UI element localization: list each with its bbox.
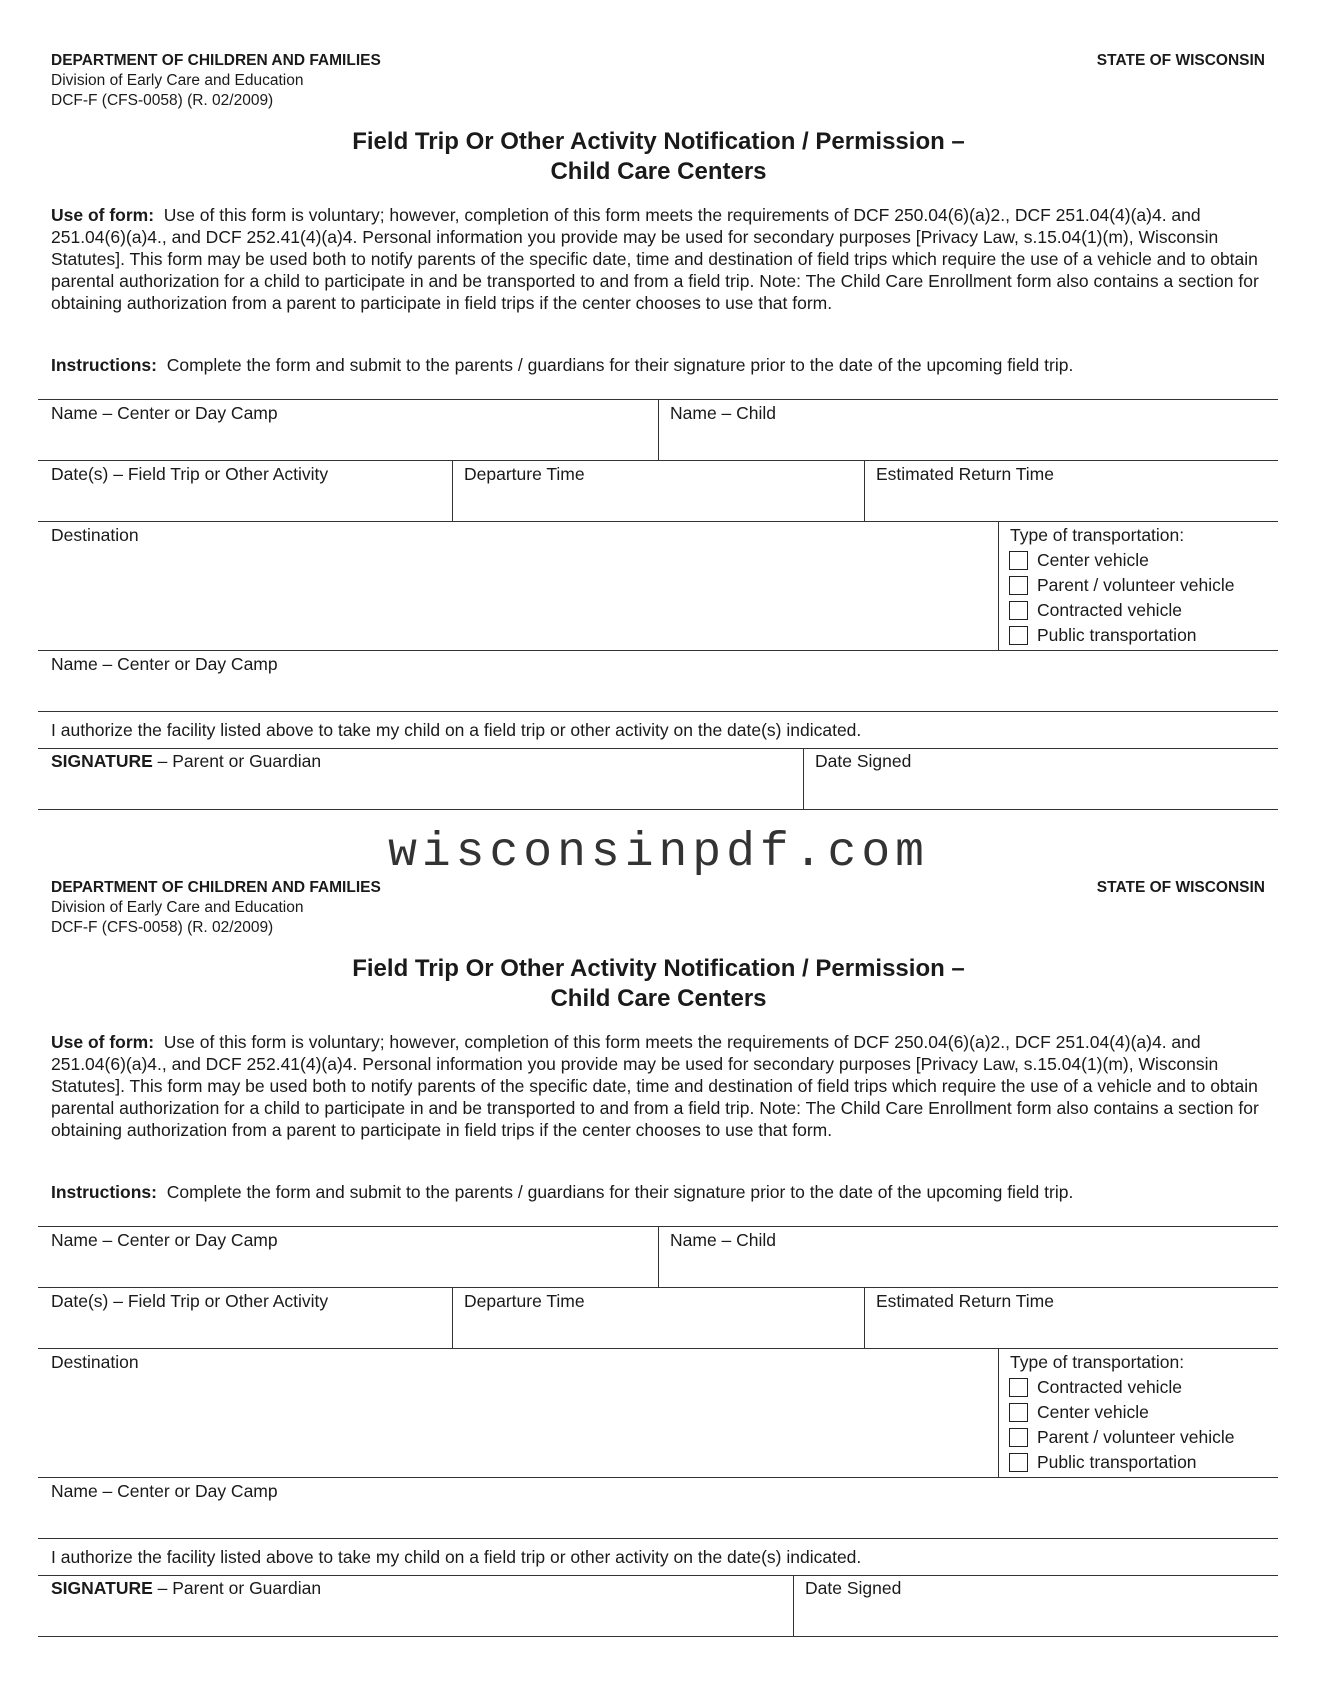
rule	[38, 1575, 1278, 1576]
form-title	[0, 954, 1317, 1014]
form-number: DCF-F (CFS-0058) (R. 02/2009)	[51, 92, 274, 109]
rule	[38, 809, 1278, 810]
return-time-field[interactable]: Estimated Return Time	[876, 464, 1054, 484]
use-of-form-label: Use of form:	[51, 1032, 155, 1052]
date-signed-field[interactable]: Date Signed	[815, 751, 912, 771]
rule	[38, 748, 1278, 749]
dates-field[interactable]: Date(s) – Field Trip or Other Activity	[51, 1291, 329, 1311]
departure-time-field[interactable]: Departure Time	[464, 1291, 585, 1311]
transport-option-label: Public transportation	[1037, 624, 1197, 645]
rule	[38, 1348, 1278, 1349]
divider	[793, 1575, 794, 1636]
signature-rest: – Parent or Guardian	[152, 1578, 322, 1598]
state-name: STATE OF WISCONSIN	[1096, 52, 1265, 69]
transport-option[interactable]	[1009, 549, 1149, 571]
divider	[998, 521, 999, 650]
center-name-field[interactable]: Name – Center or Day Camp	[51, 1230, 278, 1250]
center-name-field[interactable]: Name – Center or Day Camp	[51, 403, 278, 423]
use-of-form-text: Use of this form is voluntary; however, completion of this form meets the requirements of DCF 250.04(6)(a)2., DCF 251.04(4)(a)4. and 251.04(6)(a)4., and DCF 252.41(4)(a)4. Personal information you provide may be used for secondary purposes [Privacy Law, s.15.04(1)(m), Wisconsin Statutes]. This form may be used both to notify parents of the specific date, time and destination of field trips which require the use of a vehicle and to obtain parental authorization for a child to participate in and be transported to and from a field trip. Note: The Child Care Enrollment form also contains a section for obtaining authorization from a parent to participate in field trips if the center chooses to use that form.	[51, 205, 1259, 313]
checkbox[interactable]	[1009, 1378, 1028, 1397]
checkbox[interactable]	[1009, 1428, 1028, 1447]
divider	[864, 460, 865, 521]
signature-rest: – Parent or Guardian	[152, 751, 322, 771]
rule	[38, 521, 1278, 522]
destination-field[interactable]: Destination	[51, 525, 139, 545]
signature-bold: SIGNATURE	[51, 1578, 153, 1598]
center-name-field-2[interactable]: Name – Center or Day Camp	[51, 654, 278, 674]
rule	[38, 650, 1278, 651]
form-number: DCF-F (CFS-0058) (R. 02/2009)	[51, 919, 274, 936]
transport-label: Type of transportation:	[1010, 525, 1185, 545]
rule	[38, 711, 1278, 712]
child-name-field[interactable]: Name – Child	[670, 1230, 777, 1250]
use-of-form-paragraph	[51, 1031, 1266, 1141]
transport-label: Type of transportation:	[1010, 1352, 1185, 1372]
transport-option-label: Contracted vehicle	[1037, 1376, 1182, 1397]
transport-option-label: Public transportation	[1037, 1451, 1197, 1472]
checkbox[interactable]	[1009, 1453, 1028, 1472]
title-line-1: Field Trip Or Other Activity Notification / Permission –	[352, 955, 965, 982]
divider	[998, 1348, 999, 1477]
header-left	[51, 51, 381, 111]
dates-field[interactable]: Date(s) – Field Trip or Other Activity	[51, 464, 329, 484]
checkbox[interactable]	[1009, 576, 1028, 595]
authorization-statement: I authorize the facility listed above to take my child on a field trip or other activity on the date(s) indicated.	[51, 720, 862, 740]
department-name: DEPARTMENT OF CHILDREN AND FAMILIES	[51, 879, 381, 896]
transport-option-label: Parent / volunteer vehicle	[1037, 574, 1235, 595]
transport-option-label: Center vehicle	[1037, 1401, 1149, 1422]
rule	[38, 1287, 1278, 1288]
date-signed-field[interactable]: Date Signed	[805, 1578, 902, 1598]
transport-option[interactable]	[1009, 1376, 1182, 1398]
divider	[803, 748, 804, 809]
use-of-form-paragraph	[51, 204, 1266, 314]
checkbox[interactable]	[1009, 1403, 1028, 1422]
divider	[452, 1287, 453, 1348]
authorization-statement: I authorize the facility listed above to take my child on a field trip or other activity on the date(s) indicated.	[51, 1547, 862, 1567]
division-name: Division of Early Care and Education	[51, 899, 304, 916]
form-fields	[38, 399, 1278, 810]
instructions-paragraph	[51, 1181, 1266, 1203]
title-line-1: Field Trip Or Other Activity Notification / Permission –	[352, 128, 965, 155]
rule	[38, 1538, 1278, 1539]
instructions-label: Instructions:	[51, 355, 157, 375]
instructions-paragraph	[51, 354, 1266, 376]
transport-option[interactable]	[1009, 599, 1182, 621]
form-fields	[38, 1226, 1278, 1637]
instructions-text: Complete the form and submit to the parents / guardians for their signature prior to the date of the upcoming field trip.	[166, 355, 1074, 375]
child-name-field[interactable]: Name – Child	[670, 403, 777, 423]
rule	[38, 1477, 1278, 1478]
watermark-text: wisconsinpdf.com	[388, 826, 929, 880]
transport-option-label: Contracted vehicle	[1037, 599, 1182, 620]
checkbox[interactable]	[1009, 551, 1028, 570]
rule	[38, 1636, 1278, 1637]
divider	[864, 1287, 865, 1348]
signature-field[interactable]	[51, 1577, 321, 1599]
transport-option[interactable]	[1009, 1451, 1197, 1473]
state-name: STATE OF WISCONSIN	[1096, 879, 1265, 896]
divider	[658, 1226, 659, 1287]
destination-field[interactable]: Destination	[51, 1352, 139, 1372]
use-of-form-text: Use of this form is voluntary; however, completion of this form meets the requirements of DCF 250.04(6)(a)2., DCF 251.04(4)(a)4. and 251.04(6)(a)4., and DCF 252.41(4)(a)4. Personal information you provide may be used for secondary purposes [Privacy Law, s.15.04(1)(m), Wisconsin Statutes]. This form may be used both to notify parents of the specific date, time and destination of field trips which require the use of a vehicle and to obtain parental authorization for a child to participate in and be transported to and from a field trip. Note: The Child Care Enrollment form also contains a section for obtaining authorization from a parent to participate in field trips if the center chooses to use that form.	[51, 1032, 1259, 1140]
return-time-field[interactable]: Estimated Return Time	[876, 1291, 1054, 1311]
transport-option[interactable]	[1009, 624, 1197, 646]
divider	[658, 399, 659, 460]
center-name-field-2[interactable]: Name – Center or Day Camp	[51, 1481, 278, 1501]
form-title	[0, 127, 1317, 187]
instructions-label: Instructions:	[51, 1182, 157, 1202]
header-left	[51, 878, 381, 938]
departure-time-field[interactable]: Departure Time	[464, 464, 585, 484]
transport-option[interactable]	[1009, 1401, 1149, 1423]
checkbox[interactable]	[1009, 626, 1028, 645]
department-name: DEPARTMENT OF CHILDREN AND FAMILIES	[51, 52, 381, 69]
transport-option[interactable]	[1009, 574, 1234, 596]
use-of-form-label: Use of form:	[51, 205, 155, 225]
transport-option-label: Parent / volunteer vehicle	[1037, 1426, 1235, 1447]
signature-field[interactable]	[51, 750, 321, 772]
transport-option[interactable]	[1009, 1426, 1234, 1448]
instructions-text: Complete the form and submit to the parents / guardians for their signature prior to the date of the upcoming field trip.	[166, 1182, 1074, 1202]
division-name: Division of Early Care and Education	[51, 72, 304, 89]
divider	[452, 460, 453, 521]
title-line-2: Child Care Centers	[550, 158, 767, 185]
rule	[38, 460, 1278, 461]
signature-bold: SIGNATURE	[51, 751, 153, 771]
transport-option-label: Center vehicle	[1037, 549, 1149, 570]
checkbox[interactable]	[1009, 601, 1028, 620]
title-line-2: Child Care Centers	[550, 985, 767, 1012]
